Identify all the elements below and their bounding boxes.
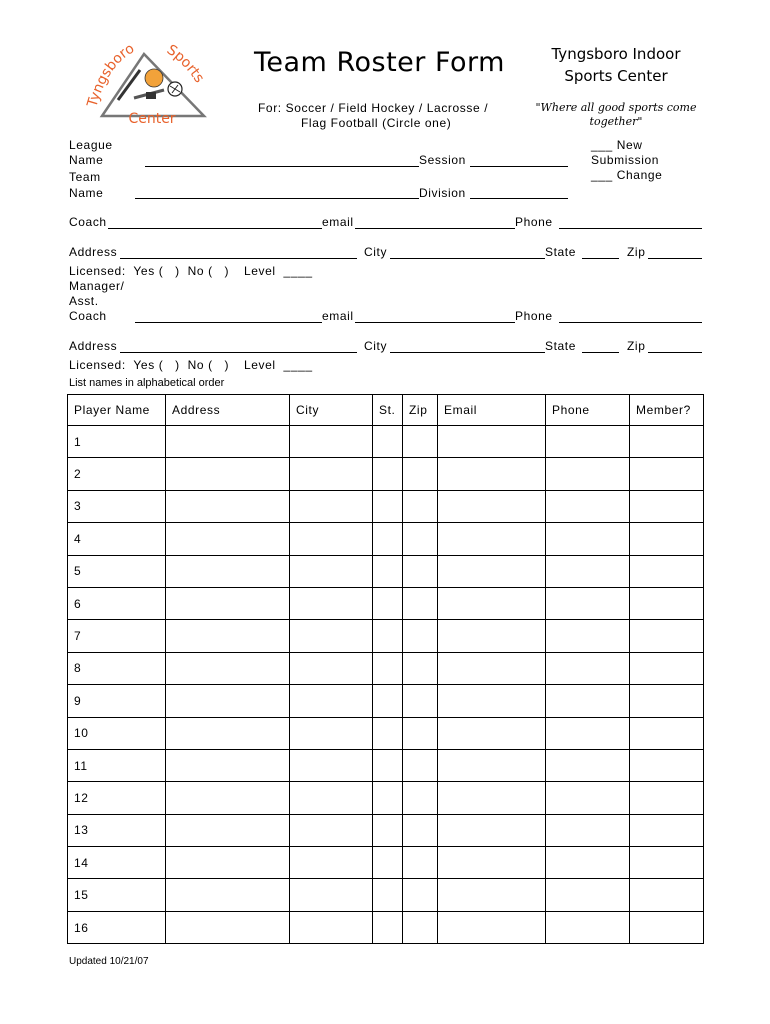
table-row — [68, 555, 704, 587]
page-title: Team Roster Form — [254, 47, 505, 78]
table-cell[interactable] — [438, 587, 546, 619]
sports-line-1: For: Soccer / Field Hockey / Lacrosse / — [258, 101, 489, 115]
table-cell[interactable] — [546, 879, 630, 911]
table-cell[interactable] — [166, 620, 290, 652]
table-cell[interactable] — [166, 749, 290, 781]
league-name-field[interactable] — [145, 166, 419, 167]
table-cell[interactable] — [630, 652, 704, 684]
table-cell[interactable] — [546, 523, 630, 555]
table-cell[interactable] — [630, 426, 704, 458]
table-cell[interactable] — [290, 652, 373, 684]
sports-line-2: Flag Football (Circle one) — [301, 116, 452, 130]
table-cell[interactable] — [403, 426, 438, 458]
table-cell[interactable] — [290, 879, 373, 911]
row-number[interactable]: 6 — [68, 587, 166, 619]
manager-state-label: State — [545, 339, 577, 353]
table-cell[interactable] — [630, 523, 704, 555]
coach-field[interactable] — [108, 228, 322, 229]
table-cell[interactable] — [630, 782, 704, 814]
logo-arc-top-text: Tyngsboro — [84, 40, 138, 110]
league-label-2: Name — [69, 153, 104, 167]
table-cell[interactable] — [630, 847, 704, 879]
logo — [82, 40, 212, 125]
coach-state-field[interactable] — [582, 258, 619, 259]
change-option[interactable]: ___ Change — [591, 168, 663, 182]
table-cell[interactable] — [403, 879, 438, 911]
table-cell[interactable] — [166, 814, 290, 846]
table-cell[interactable] — [290, 911, 373, 943]
table-cell[interactable] — [290, 523, 373, 555]
manager-city-label: City — [364, 339, 388, 353]
new-submission-option[interactable]: ___ New — [591, 138, 643, 152]
table-cell[interactable] — [290, 426, 373, 458]
table-cell[interactable] — [546, 847, 630, 879]
manager-phone-field[interactable] — [559, 322, 702, 323]
table-cell[interactable] — [438, 749, 546, 781]
table-row — [68, 490, 704, 522]
manager-address-field[interactable] — [120, 352, 357, 353]
table-cell[interactable] — [290, 782, 373, 814]
team-label-2: Name — [69, 186, 104, 200]
manager-label-2: Asst. — [69, 294, 99, 308]
col-email: Email — [438, 395, 546, 426]
row-number[interactable]: 13 — [68, 814, 166, 846]
manager-email-label: email — [322, 309, 354, 323]
team-label-1: Team — [69, 170, 101, 184]
table-cell[interactable] — [630, 458, 704, 490]
table-row — [68, 426, 704, 458]
table-cell[interactable] — [166, 523, 290, 555]
table-cell[interactable] — [290, 555, 373, 587]
table-cell[interactable] — [166, 490, 290, 522]
row-number[interactable]: 2 — [68, 458, 166, 490]
row-number[interactable]: 16 — [68, 911, 166, 943]
table-cell[interactable] — [630, 490, 704, 522]
table-row — [68, 879, 704, 911]
logo-arc-right-text: Sports — [163, 41, 208, 86]
table-cell[interactable] — [373, 717, 403, 749]
tagline-line-2: together" — [589, 115, 643, 128]
row-number[interactable]: 4 — [68, 523, 166, 555]
table-cell[interactable] — [438, 426, 546, 458]
table-cell[interactable] — [403, 587, 438, 619]
coach-city-field[interactable] — [390, 258, 545, 259]
row-number[interactable]: 15 — [68, 879, 166, 911]
table-cell[interactable] — [403, 814, 438, 846]
table-row — [68, 717, 704, 749]
center-name — [540, 43, 692, 87]
table-cell[interactable] — [166, 911, 290, 943]
table-cell[interactable] — [438, 685, 546, 717]
table-cell[interactable] — [373, 458, 403, 490]
row-number[interactable]: 9 — [68, 685, 166, 717]
table-cell[interactable] — [438, 458, 546, 490]
table-cell[interactable] — [373, 620, 403, 652]
table-cell[interactable] — [403, 782, 438, 814]
manager-field[interactable] — [135, 322, 322, 323]
logo-bottom-text: Center — [128, 111, 176, 125]
coach-label: Coach — [69, 215, 107, 229]
division-field[interactable] — [470, 198, 568, 199]
table-cell[interactable] — [290, 685, 373, 717]
team-name-field[interactable] — [135, 198, 419, 199]
coach-zip-label: Zip — [627, 245, 646, 259]
col-address: Address — [166, 395, 290, 426]
table-cell[interactable] — [290, 620, 373, 652]
table-cell[interactable] — [166, 652, 290, 684]
table-cell[interactable] — [630, 749, 704, 781]
table-cell[interactable] — [290, 847, 373, 879]
table-cell[interactable] — [438, 879, 546, 911]
table-header-row — [68, 395, 704, 426]
table-cell[interactable] — [373, 782, 403, 814]
session-label: Session — [419, 153, 466, 167]
table-cell[interactable] — [373, 814, 403, 846]
manager-label-3: Coach — [69, 309, 107, 323]
row-number[interactable]: 11 — [68, 749, 166, 781]
table-cell[interactable] — [403, 685, 438, 717]
table-row — [68, 847, 704, 879]
row-number[interactable]: 10 — [68, 717, 166, 749]
table-cell[interactable] — [373, 652, 403, 684]
table-cell[interactable] — [373, 749, 403, 781]
coach-phone-field[interactable] — [559, 228, 702, 229]
table-cell[interactable] — [546, 490, 630, 522]
row-number[interactable]: 8 — [68, 652, 166, 684]
table-cell[interactable] — [438, 620, 546, 652]
table-cell[interactable] — [166, 782, 290, 814]
table-cell[interactable] — [290, 814, 373, 846]
table-cell[interactable] — [373, 490, 403, 522]
roster-table — [67, 394, 704, 944]
manager-email-field[interactable] — [355, 322, 515, 323]
table-cell[interactable] — [546, 652, 630, 684]
table-cell[interactable] — [438, 782, 546, 814]
table-cell[interactable] — [438, 847, 546, 879]
coach-state-label: State — [545, 245, 577, 259]
row-number[interactable]: 14 — [68, 847, 166, 879]
tagline — [535, 101, 697, 129]
table-cell[interactable] — [166, 847, 290, 879]
table-cell[interactable] — [403, 847, 438, 879]
row-number[interactable]: 12 — [68, 782, 166, 814]
table-cell[interactable] — [438, 652, 546, 684]
table-cell[interactable] — [546, 555, 630, 587]
table-cell[interactable] — [630, 911, 704, 943]
table-cell[interactable] — [403, 717, 438, 749]
coach-city-label: City — [364, 245, 388, 259]
updated-date: Updated 10/21/07 — [69, 956, 149, 967]
table-row — [68, 652, 704, 684]
svg-text:Sports — [164, 42, 207, 86]
manager-licensed[interactable]: Licensed: Yes ( ) No ( ) — [69, 358, 230, 372]
row-number[interactable]: 3 — [68, 490, 166, 522]
table-cell[interactable] — [373, 587, 403, 619]
manager-address-label: Address — [69, 339, 118, 353]
table-cell[interactable] — [630, 879, 704, 911]
table-cell[interactable] — [630, 555, 704, 587]
col-player-name: Player Name — [68, 395, 166, 426]
table-cell[interactable] — [290, 717, 373, 749]
table-cell[interactable] — [373, 879, 403, 911]
row-number[interactable]: 5 — [68, 555, 166, 587]
table-cell[interactable] — [546, 814, 630, 846]
table-cell[interactable] — [373, 847, 403, 879]
submission-label: Submission — [591, 153, 660, 167]
table-cell[interactable] — [403, 749, 438, 781]
table-cell[interactable] — [630, 620, 704, 652]
table-cell[interactable] — [166, 587, 290, 619]
manager-state-field[interactable] — [582, 352, 619, 353]
coach-address-field[interactable] — [120, 258, 357, 259]
table-cell[interactable] — [373, 426, 403, 458]
table-cell[interactable] — [290, 458, 373, 490]
table-cell[interactable] — [403, 490, 438, 522]
table-cell[interactable] — [403, 652, 438, 684]
list-note: List names in alphabetical order — [69, 377, 225, 389]
table-cell[interactable] — [630, 814, 704, 846]
table-cell[interactable] — [546, 911, 630, 943]
table-cell[interactable] — [373, 911, 403, 943]
col-zip: Zip — [403, 395, 438, 426]
coach-email-label: email — [322, 215, 354, 229]
table-cell[interactable] — [403, 458, 438, 490]
table-row — [68, 782, 704, 814]
table-cell[interactable] — [290, 587, 373, 619]
league-label-1: League — [69, 138, 113, 152]
table-cell[interactable] — [290, 490, 373, 522]
table-row — [68, 814, 704, 846]
table-cell[interactable] — [166, 555, 290, 587]
coach-level[interactable]: Level ____ — [244, 264, 313, 278]
table-row — [68, 685, 704, 717]
table-cell[interactable] — [403, 555, 438, 587]
table-row — [68, 458, 704, 490]
table-row — [68, 620, 704, 652]
session-field[interactable] — [470, 166, 568, 167]
table-cell[interactable] — [166, 426, 290, 458]
table-cell[interactable] — [373, 685, 403, 717]
table-cell[interactable] — [438, 717, 546, 749]
row-number[interactable]: 7 — [68, 620, 166, 652]
table-row — [68, 523, 704, 555]
table-cell[interactable] — [166, 458, 290, 490]
table-cell[interactable] — [403, 911, 438, 943]
coach-licensed[interactable]: Licensed: Yes ( ) No ( ) — [69, 264, 230, 278]
coach-email-field[interactable] — [355, 228, 515, 229]
col-city: City — [290, 395, 373, 426]
table-row — [68, 911, 704, 943]
table-cell[interactable] — [630, 587, 704, 619]
manager-label-1: Manager/ — [69, 279, 125, 293]
table-row — [68, 587, 704, 619]
table-cell[interactable] — [166, 685, 290, 717]
table-cell[interactable] — [438, 911, 546, 943]
col-phone: Phone — [546, 395, 630, 426]
manager-zip-label: Zip — [627, 339, 646, 353]
center-name-line-1: Tyngsboro Indoor — [551, 45, 681, 63]
col-state: St. — [373, 395, 403, 426]
table-cell[interactable] — [546, 717, 630, 749]
table-row — [68, 749, 704, 781]
table-cell[interactable] — [630, 685, 704, 717]
col-member: Member? — [630, 395, 704, 426]
coach-address-label: Address — [69, 245, 118, 259]
table-cell[interactable] — [403, 523, 438, 555]
manager-zip-field[interactable] — [648, 352, 702, 353]
center-name-line-2: Sports Center — [564, 67, 668, 85]
table-cell[interactable] — [546, 587, 630, 619]
table-cell[interactable] — [373, 523, 403, 555]
table-cell[interactable] — [373, 555, 403, 587]
table-cell[interactable] — [290, 749, 373, 781]
tagline-line-1: "Where all good sports come — [535, 101, 697, 114]
table-cell[interactable] — [166, 717, 290, 749]
table-cell[interactable] — [546, 458, 630, 490]
coach-phone-label: Phone — [515, 215, 553, 229]
table-cell[interactable] — [438, 555, 546, 587]
manager-level[interactable]: Level ____ — [244, 358, 313, 372]
table-cell[interactable] — [438, 814, 546, 846]
table-cell[interactable] — [438, 523, 546, 555]
table-cell[interactable] — [546, 620, 630, 652]
coach-zip-field[interactable] — [648, 258, 702, 259]
manager-city-field[interactable] — [390, 352, 545, 353]
table-cell[interactable] — [546, 782, 630, 814]
table-cell[interactable] — [546, 426, 630, 458]
manager-phone-label: Phone — [515, 309, 553, 323]
table-cell[interactable] — [166, 879, 290, 911]
table-cell[interactable] — [546, 749, 630, 781]
row-number[interactable]: 1 — [68, 426, 166, 458]
table-cell[interactable] — [403, 620, 438, 652]
division-label: Division — [419, 186, 466, 200]
table-cell[interactable] — [438, 490, 546, 522]
table-cell[interactable] — [546, 685, 630, 717]
table-cell[interactable] — [630, 717, 704, 749]
